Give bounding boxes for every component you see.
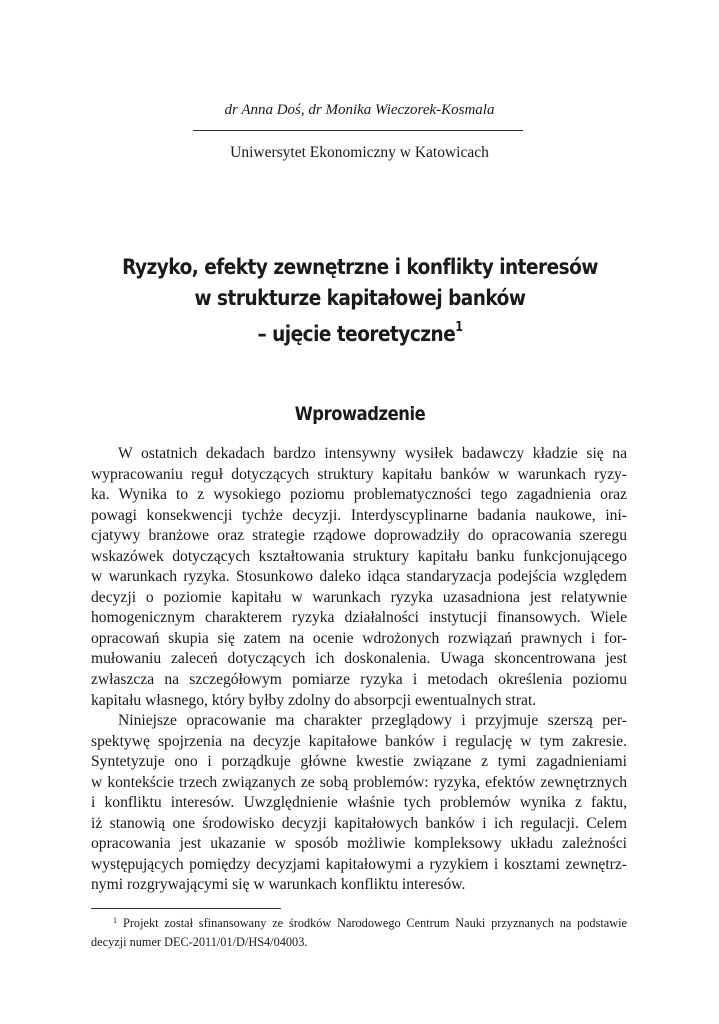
text-line: spektywę spojrzenia na decyzje kapitałowe banków i regulację w tym zakresie. — [91, 732, 627, 750]
text-line: w warunkach ryzyka. Stosunkowo daleko idąca standaryzacja podejścia względem — [91, 568, 627, 586]
title-line: w strukturze kapitałowej banków — [194, 286, 526, 311]
authors — [0, 100, 719, 120]
body-text — [91, 444, 627, 896]
title-line-last — [102, 314, 618, 350]
text-line: iż stanowią one środowisko decyzji kapitałowych banków i ich regulacji. Celem — [91, 814, 627, 832]
text-line: decyzji o poziomie kapitału w warunkach ryzyka uzasadniona jest relatywnie — [91, 588, 627, 606]
title-line-text: – ujęcie teoretyczne — [257, 322, 456, 348]
text-line: zwłaszcza na szczegółowym pomiarze ryzyka i metodach określenia poziomu — [91, 671, 627, 689]
footnote-text: Projekt został sfinansowany ze środków Narodowego Centrum Nauki przyznanych na podstawie — [123, 916, 627, 930]
authors-text: dr Anna Doś, dr Monika Wieczorek-Kosmala — [224, 102, 495, 118]
affiliation: Uniwersytet Ekonomiczny w Katowicach — [230, 144, 489, 161]
text-line: nymi rozgrywającymi się w warunkach konfliktu interesów. — [91, 876, 466, 894]
paper-title — [102, 252, 618, 350]
text-line: opracowania jest ukazanie w sposób możliwie kompleksowy układu zależności — [91, 835, 627, 853]
section-heading: Wprowadzenie — [294, 403, 426, 425]
text-line: mułowaniu zaleceń dotyczących ich doskonalenia. Uwaga skoncentrowana jest — [91, 650, 627, 668]
text-line: cjatywy branżowe oraz strategie rządowe doprowadziły do opracowania szeregu — [91, 527, 627, 545]
text-line: homogenicznym charakterem ryzyka działalności instytucji finansowych. Wiele — [91, 609, 627, 627]
title-line: Ryzyko, efekty zewnętrzne i konflikty interesów — [122, 255, 598, 280]
title-footnote-mark: 1 — [455, 320, 463, 335]
text-line: w kontekście trzech związanych ze sobą problemów: ryzyka, efektów zewnętrznych — [91, 773, 627, 791]
text-line: powagi konsekwencji tychże decyzji. Interdyscyplinarne badania naukowe, ini- — [91, 506, 627, 524]
text-line: opracowań skupia się zatem na ocenie wdrożonych rozwiązań prawnych i for- — [91, 629, 627, 647]
paragraph-1 — [91, 444, 627, 711]
footnote — [91, 915, 627, 950]
text-line: i konfliktu interesów. Uwzględnienie właśnie tych problemów wynika z faktu, — [91, 794, 627, 812]
paragraph-2 — [91, 711, 627, 896]
text-line: W ostatnich dekadach bardzo intensywny wysiłek badawczy kładzie się na — [118, 445, 627, 462]
text-line: wskazówek dotyczących kształtowania struktury kapitału banku funkcjonującego — [91, 547, 627, 565]
text-line: występujących pomiędzy decyzjami kapitałowymi a ryzykiem i kosztami zewnętrz- — [91, 855, 627, 873]
footnote-mark: 1 — [113, 916, 117, 925]
text-line: Syntetyzuje ono i porządkuje główne kwestie związane z tymi zagadnieniami — [91, 753, 627, 771]
text-line: Niniejsze opracowanie ma charakter przeglądowy i przyjmuje szerszą per- — [118, 712, 627, 730]
header-rule — [193, 130, 523, 131]
footnote-line — [91, 915, 627, 934]
footnote-rule — [91, 908, 281, 909]
text-line: kapitału własnego, który byłby zdolny do absorpcji ewentualnych strat. — [91, 691, 537, 709]
footnote-line: decyzji numer DEC-2011/01/D/HS4/04003. — [91, 934, 308, 949]
text-line: wypracowaniu reguł dotyczących struktury kapitału banków w warunkach ryzy- — [91, 465, 627, 483]
text-line: ka. Wynika to z wysokiego poziomu problematyczności tego zagadnienia oraz — [91, 486, 627, 504]
